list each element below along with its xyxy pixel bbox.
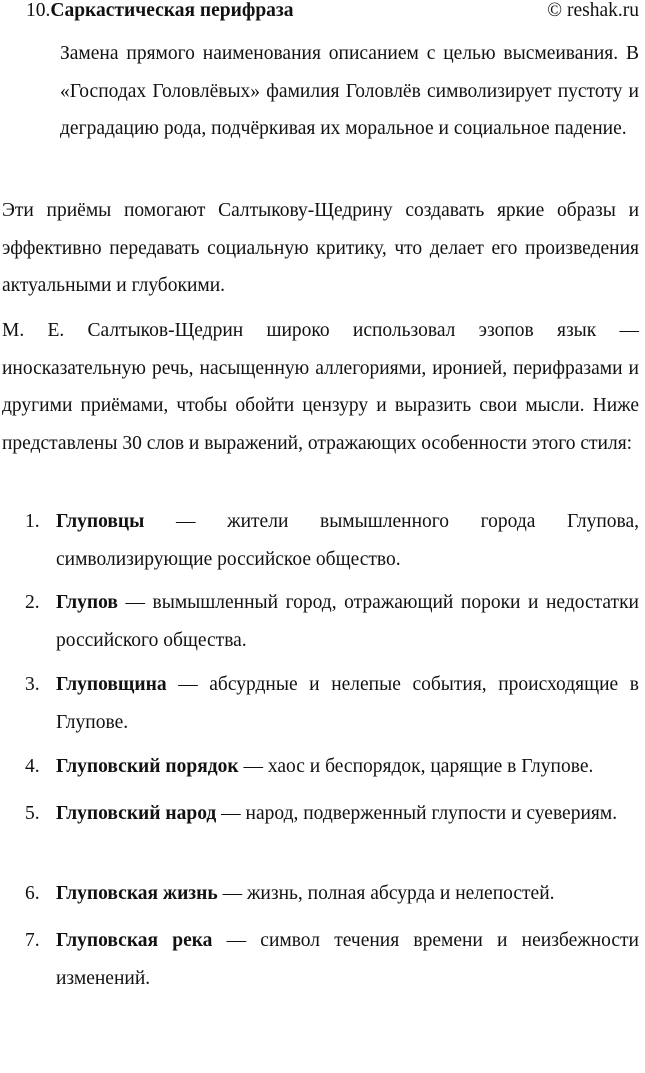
paragraph-aesop-language: М. Е. Салтыков-Щедрин широко использовал эзопов язык — иносказательную речь, насыщенную аллегориями, иронией, перифразами и другими приёмами, чтобы обойти цензуру и выразить свои мысли. Ниже представлены 30 слов и выражений, отражающих особенности этого стиля: — [2, 320, 639, 454]
list-item-number: 5. — [25, 803, 40, 824]
list-item-term: Глуповская река — [56, 930, 213, 951]
list-item-description: — вымышленный город, отражающий пороки и недостатки российского общества. — [56, 592, 639, 651]
list-item — [0, 922, 639, 997]
list-item — [0, 503, 639, 578]
list-item-term: Глуповский порядок — [56, 756, 239, 777]
list-item-description: — хаос и беспорядок, царящие в Глупове. — [238, 756, 594, 777]
section-title: Саркастическая перифраза — [50, 0, 294, 21]
list-item-term: Глуповская жизнь — [56, 883, 218, 904]
list-item — [0, 748, 639, 786]
list-item-term: Глуповщина — [56, 674, 167, 695]
page-header — [26, 0, 639, 24]
list-item — [0, 875, 639, 913]
list-item — [0, 666, 639, 741]
paragraph-summary: Эти приёмы помогают Салтыкову-Щедрину создавать яркие образы и эффективно передавать социальную критику, что делает его произведения актуальными и глубокими. — [2, 200, 639, 296]
list-item-description: — символ течения времени и неизбежности изменений. — [56, 930, 639, 989]
list-item-description: — жизнь, полная абсурда и нелепостей. — [217, 883, 555, 904]
list-item-term: Глуповский народ — [56, 803, 217, 824]
copyright-label: © reshak.ru — [547, 0, 639, 21]
list-item-description: — народ, подверженный глупости и суевериям. — [216, 803, 618, 824]
list-item-number: 6. — [25, 883, 40, 904]
list-item-number: 4. — [25, 756, 40, 777]
list-item — [0, 795, 639, 833]
list-item-number: 3. — [25, 674, 40, 695]
list-item-number: 1. — [25, 511, 40, 532]
list-item-term: Глупов — [56, 592, 118, 613]
list-item-description: — абсурдные и нелепые события, происходящие в Глупове. — [56, 674, 639, 733]
list-item-number: 2. — [25, 592, 40, 613]
list-item — [0, 584, 639, 659]
list-item-description: — жители вымышленного города Глупова, символизирующие российское общество. — [56, 511, 639, 570]
section-number: 10. — [26, 0, 51, 21]
intro-paragraph: Замена прямого наименования описанием с целью высмеивания. В «Господах Головлёвых» фамилия Головлёв символизирует пустоту и деградацию рода, подчёркивая их моральное и социальное падение. — [60, 43, 639, 139]
list-item-term: Глуповцы — [56, 511, 145, 532]
list-item-number: 7. — [25, 930, 40, 951]
